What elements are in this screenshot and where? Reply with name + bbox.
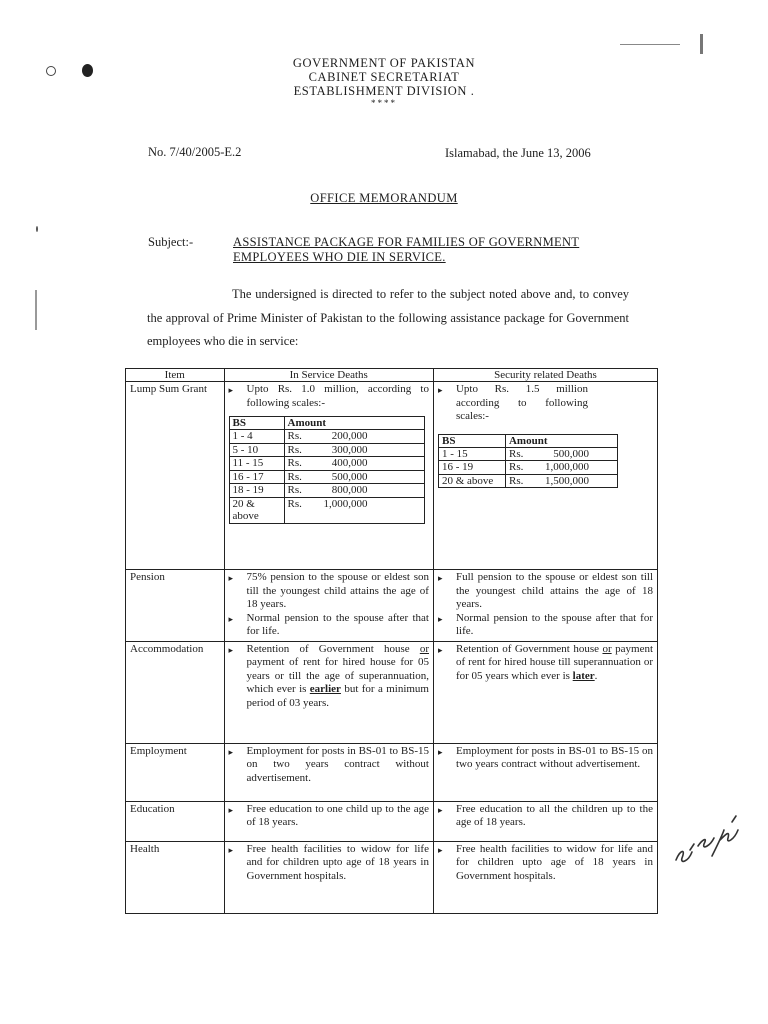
education-in-service [224,801,433,841]
health-in-service [224,841,433,913]
memo-title [0,191,768,206]
header-security: Security related Deaths [433,369,657,382]
speck [620,44,680,45]
scale-amount-cell [505,474,617,488]
row-label-pension: Pension [126,570,225,642]
text-earlier: earlier [309,683,341,695]
bullet-item [438,571,653,612]
scale-header-bs: BS [438,434,505,447]
scale-bs: 1 - 15 [438,447,505,461]
scale-row [229,430,424,444]
scale-bs: 18 - 19 [229,484,284,498]
scale-bs: 20 & above [229,497,284,523]
bullet-text: Free health facilities to widow for life and for children upto age of 18 years in Government hospitals. [246,842,429,882]
scale-row [229,497,424,523]
bullet-text: Free health facilities to widow for life and for children upto age of 18 years in Government hospitals. [455,842,653,882]
bullet-text: Employment for posts in BS-01 to BS-15 on two years contract without advertisement. [455,744,653,770]
currency: Rs. [287,443,302,456]
bullet-text: Free education to one child up to the age of 18 years. [246,802,429,828]
text-or: or [419,642,429,655]
table-row [126,743,658,801]
text-part: Retention of Government house [455,642,599,655]
currency: Rs. [508,474,524,487]
bullet-text: 75% pension to the spouse or eldest son till the youngest child attains the age of 18 years. [246,571,429,610]
row-label-lump-sum: Lump Sum Grant [126,382,225,570]
bullet-item [438,383,588,424]
scale-amount: 1,000,000 [323,497,368,510]
letterhead [0,56,768,108]
bullet-item [229,803,429,830]
row-label-education: Education [126,801,225,841]
scale-row [438,474,617,488]
bullet-text [247,643,429,711]
bullet-item [438,745,653,772]
scale-bs: 5 - 10 [229,443,284,457]
text-later: later [572,669,595,682]
scale-amount: 500,000 [553,447,589,460]
text-part: . [594,669,598,682]
arrow-bullet-icon: ▸ [437,573,443,583]
bullet-text: Normal pension to the spouse after that for life. [246,611,429,637]
scale-amount-cell [284,443,424,457]
health-security [433,841,657,913]
bullet-text: Full pension to the spouse or eldest son till the youngest child attains the age of 18 years. [455,571,653,610]
place-and-date: Islamabad, the June 13, 2006 [445,146,591,160]
intro-paragraph: The undersigned is directed to refer to the subject noted above and, to convey the approval of Prime Minister of Pakistan to the following assistance package for Government employees who die in service: [147,287,629,348]
lump-sum-in-service [224,382,433,570]
scale-amount: 1,000,000 [544,461,589,473]
scale-amount: 300,000 [331,443,368,456]
scale-header-amount: Amount [505,434,617,447]
scale-header-amount: Amount [284,417,424,430]
scale-row [229,443,424,457]
table-row [126,801,658,841]
currency: Rs. [508,461,524,473]
pension-in-service [224,570,433,642]
scale-amount-cell [505,461,617,475]
in-service-scale-table [229,416,425,524]
arrow-bullet-icon: ▸ [228,844,234,855]
bullet-item [438,643,653,684]
handwritten-signature [668,800,748,870]
scale-amount-cell [284,470,424,484]
scale-row [229,470,424,484]
text-part: Retention of Government house [246,642,410,655]
bullet-text: Upto Rs. 1.0 million, according to following scales:- [246,383,429,409]
text-part: payment of rent for hired house till superannuation or for 05 years which ever is [455,642,654,682]
employment-in-service [224,743,433,801]
arrow-bullet-icon: ▸ [437,613,443,624]
bullet-item [229,745,429,786]
arrow-bullet-icon: ▸ [437,746,443,757]
row-label-health: Health [126,841,225,913]
arrow-bullet-icon: ▸ [228,613,234,624]
arrow-bullet-icon: ▸ [228,746,234,757]
currency: Rs. [287,430,302,442]
currency: Rs. [287,497,302,510]
scale-bs: 16 - 17 [229,470,284,484]
speck [36,226,38,232]
currency: Rs. [287,457,302,469]
pension-security [433,570,657,642]
header-item: Item [126,369,225,382]
bullet-item [229,383,429,410]
bullet-text: Free education to all the children up to the age of 18 years. [455,802,653,828]
bullet-item [229,612,429,639]
arrow-bullet-icon: ▸ [437,804,443,815]
arrow-bullet-icon: ▸ [228,804,234,815]
scale-amount-cell [505,447,617,461]
text-or: or [602,642,612,655]
bullet-item [229,643,429,711]
bullet-item [229,571,429,612]
header-in-service: In Service Deaths [224,369,433,382]
arrow-bullet-icon: ▸ [437,844,443,855]
scale-bs: 20 & above [438,474,505,488]
scale-header-bs: BS [229,417,284,430]
bullet-text: Employment for posts in BS-01 to BS-15 on two years contract without advertisement. [246,744,429,784]
assistance-package-table [125,368,658,914]
bullet-item [229,843,429,884]
currency: Rs. [287,470,302,483]
speck [35,290,37,330]
currency: Rs. [287,484,302,496]
arrow-bullet-icon: ▸ [228,385,234,395]
signature-stroke [676,816,738,861]
arrow-bullet-icon: ▸ [437,644,443,655]
bullet-text: Normal pension to the spouse after that for life. [455,611,653,637]
scale-row [229,484,424,498]
table-row [126,641,658,743]
employment-security [433,743,657,801]
text-part: payment of rent for hired house for 05 years or till the age of superannuation, which ever is [246,656,429,695]
bullet-item [438,803,653,830]
reference-number: No. 7/40/2005-E.2 [148,145,242,159]
text-part: but for a minimum period of 03 years. [246,683,429,709]
letterhead-secretariat: CABINET SECRETARIAT [308,70,460,84]
subject-label: Subject:- [148,235,194,249]
scale-amount-cell [284,430,424,444]
bullet-text [456,643,653,684]
accommodation-in-service [224,641,433,743]
bullet-text: Upto Rs. 1.5 million according to following scales:- [455,383,588,422]
accommodation-security [433,641,657,743]
arrow-bullet-icon: ▸ [437,385,443,395]
table-header-row [126,369,658,382]
row-label-employment: Employment [126,743,225,801]
table-row [126,382,658,570]
row-label-accommodation: Accommodation [126,641,225,743]
scale-bs: 1 - 4 [229,430,284,444]
table-row [126,570,658,642]
scale-amount: 200,000 [331,430,368,442]
education-security [433,801,657,841]
subject-text: ASSISTANCE PACKAGE FOR FAMILIES OF GOVERNMENT EMPLOYEES WHO DIE IN SERVICE. [233,235,580,264]
scale-amount: 400,000 [331,457,368,469]
scale-amount: 500,000 [331,470,368,483]
arrow-bullet-icon: ▸ [228,644,234,655]
scale-amount: 800,000 [331,484,368,496]
letterhead-government: GOVERNMENT OF PAKISTAN [292,56,476,70]
security-scale-table [438,434,618,489]
scale-amount-cell [284,497,424,523]
arrow-bullet-icon: ▸ [228,573,234,583]
scale-bs: 16 - 19 [438,461,505,475]
scale-bs: 11 - 15 [229,457,284,471]
letterhead-division: ESTABLISHMENT DIVISION . [293,84,475,98]
scale-amount-cell [284,484,424,498]
scale-row [229,457,424,471]
currency: Rs. [508,447,524,460]
speck [700,34,703,54]
memo-title-text: OFFICE MEMORANDUM [310,191,458,205]
table-row [126,841,658,913]
letterhead-stars: **** [371,98,397,108]
scale-row [438,447,617,461]
scale-amount-cell [284,457,424,471]
scale-amount: 1,500,000 [544,474,589,487]
lump-sum-security [433,382,657,570]
bullet-item [438,843,653,884]
scale-row [438,461,617,475]
bullet-item [438,612,653,639]
